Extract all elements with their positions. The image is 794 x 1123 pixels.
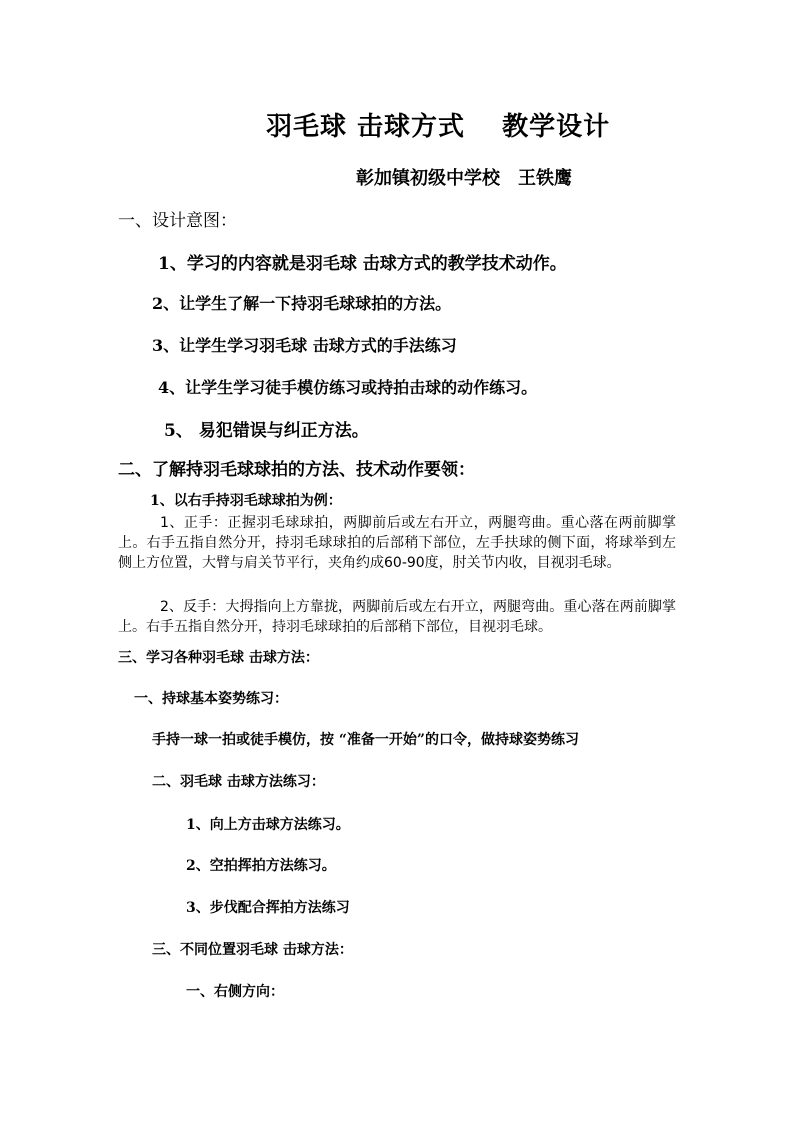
document-author: 彰加镇初级中学校 王铁鹰 (356, 168, 572, 189)
section3-part1-text: 手持一球一拍或徒手模仿，按 “准备一开始”的口令，做持球姿势练习 (152, 732, 579, 748)
section2-paragraph-1-text: 1、正手：正握羽毛球球拍，两脚前后或左右开立，两腿弯曲。重心落在两前脚掌上。右手五指自然分开，持羽毛球球拍的后部稍下部位，左手扶球的侧下面，将球举到左侧上方位置，大臂与肩关节平行，夹角约成60-90度，肘关节内收，目视羽毛球。 (118, 515, 676, 571)
section2-paragraph-1 (118, 513, 676, 573)
section2-paragraph-2-text: 2、反手：大拇指向上方靠拢，两脚前后或左右开立，两腿弯曲。重心落在两前脚掌上。右手五指自然分开，持羽毛球球拍的后部稍下部位，目视羽毛球。 (118, 599, 676, 635)
section3-part2-item-1: 1、向上方击球方法练习。 (186, 817, 350, 833)
section2-heading: 二、了解持羽毛球球拍的方法、技术动作要领： (118, 460, 475, 480)
section2-subheading: 1、以右手持羽毛球球拍为例： (150, 493, 342, 509)
section1-item-3: 3、让学生学习羽毛球 击球方式的手法练习 (152, 336, 457, 355)
section3-part3-subheading: 一、右侧方向： (186, 984, 284, 1000)
section1-item-5: 5、 易犯错误与纠正方法。 (164, 421, 369, 441)
section3-part1-heading: 一、持球基本姿势练习： (134, 691, 288, 707)
section1-item-2: 2、让学生了解一下持羽毛球球拍的方法。 (152, 294, 452, 313)
section1-item-1: 1、学习的内容就是羽毛球 击球方式的教学技术动作。 (158, 254, 567, 274)
section3-part3-heading: 三、不同位置羽毛球 击球方法： (152, 942, 353, 958)
section1-heading: 一、设计意图： (118, 211, 237, 231)
section3-part2-item-2: 2、空拍挥拍方法练习。 (186, 858, 336, 874)
section3-heading: 三、学习各种羽毛球 击球方法： (118, 650, 319, 666)
section3-part2-heading: 二、羽毛球 击球方法练习： (152, 774, 325, 790)
section2-paragraph-2 (118, 597, 676, 637)
section3-part2-item-3: 3、步伐配合挥拍方法练习 (186, 900, 350, 916)
document-title: 羽毛球 击球方式 教学设计 (266, 112, 611, 142)
section1-item-4: 4、让学生学习徒手模仿练习或持拍击球的动作练习。 (158, 378, 538, 397)
